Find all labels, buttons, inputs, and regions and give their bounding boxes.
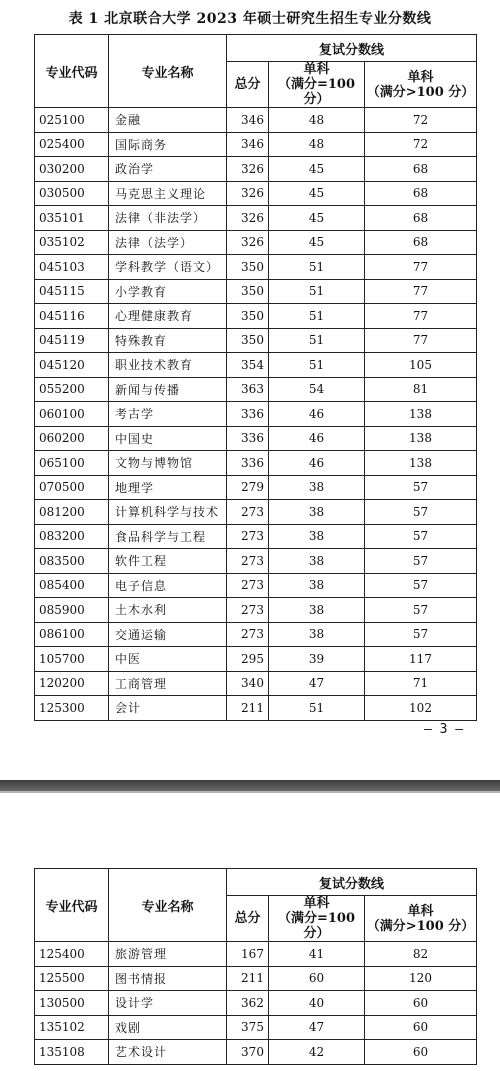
single-100-cell: 46 <box>269 426 365 451</box>
table-row <box>35 500 477 525</box>
code-cell: 025100 <box>35 108 109 133</box>
name-cell: 电子信息 <box>109 573 227 598</box>
code-cell: 030500 <box>35 181 109 206</box>
single-over-100-cell: 60 <box>365 1040 477 1065</box>
name-cell: 交通运输 <box>109 622 227 647</box>
table-row <box>35 181 477 206</box>
total-score-cell: 326 <box>227 206 269 231</box>
single-100-cell: 46 <box>269 451 365 476</box>
single-over-100-cell: 77 <box>365 279 477 304</box>
code-cell: 125400 <box>35 942 109 967</box>
total-score-cell: 273 <box>227 549 269 574</box>
single-over-100-cell: 117 <box>365 647 477 672</box>
code-cell: 045120 <box>35 353 109 378</box>
total-score-cell: 346 <box>227 108 269 133</box>
table-row <box>35 991 477 1016</box>
table-row <box>35 402 477 427</box>
name-cell: 艺术设计 <box>109 1040 227 1065</box>
single-over-100-cell: 77 <box>365 304 477 329</box>
name-cell: 金融 <box>109 108 227 133</box>
code-cell: 030200 <box>35 157 109 182</box>
name-cell: 工商管理 <box>109 671 227 696</box>
single-over-100-cell: 138 <box>365 402 477 427</box>
score-table-page1 <box>34 34 477 721</box>
code-cell: 025400 <box>35 132 109 157</box>
header-single-100: 单科 （满分=100 分） <box>269 896 365 942</box>
single-over-100-cell: 57 <box>365 549 477 574</box>
header-retest: 复试分数线 <box>227 35 477 62</box>
table-row <box>35 475 477 500</box>
total-score-cell: 326 <box>227 157 269 182</box>
code-cell: 035101 <box>35 206 109 231</box>
single-over-100-cell: 68 <box>365 206 477 231</box>
total-score-cell: 370 <box>227 1040 269 1065</box>
code-cell: 086100 <box>35 622 109 647</box>
name-cell: 食品科学与工程 <box>109 524 227 549</box>
name-cell: 国际商务 <box>109 132 227 157</box>
name-cell: 法律（非法学） <box>109 206 227 231</box>
table-row <box>35 328 477 353</box>
single-100-cell: 51 <box>269 353 365 378</box>
header-name: 专业名称 <box>109 869 227 942</box>
total-score-cell: 346 <box>227 132 269 157</box>
code-cell: 120200 <box>35 671 109 696</box>
header-total: 总分 <box>227 62 269 108</box>
table-row <box>35 966 477 991</box>
code-cell: 083500 <box>35 549 109 574</box>
single-over-100-cell: 57 <box>365 475 477 500</box>
total-score-cell: 295 <box>227 647 269 672</box>
header-code: 专业代码 <box>35 35 109 108</box>
name-cell: 法律（法学） <box>109 230 227 255</box>
table-row <box>35 353 477 378</box>
single-100-cell: 45 <box>269 181 365 206</box>
total-score-cell: 375 <box>227 1015 269 1040</box>
page-number: — 3 — <box>424 722 464 737</box>
single-100-cell: 38 <box>269 573 365 598</box>
name-cell: 马克思主义理论 <box>109 181 227 206</box>
single-100-cell: 38 <box>269 549 365 574</box>
code-cell: 130500 <box>35 991 109 1016</box>
code-cell: 045103 <box>35 255 109 280</box>
single-over-100-cell: 68 <box>365 230 477 255</box>
single-100-cell: 40 <box>269 991 365 1016</box>
single-100-cell: 60 <box>269 966 365 991</box>
single-over-100-cell: 57 <box>365 500 477 525</box>
single-100-cell: 39 <box>269 647 365 672</box>
header-single-100: 单科 （满分=100 分） <box>269 62 365 108</box>
single-100-cell: 47 <box>269 671 365 696</box>
total-score-cell: 336 <box>227 402 269 427</box>
total-score-cell: 363 <box>227 377 269 402</box>
name-cell: 中国史 <box>109 426 227 451</box>
single-over-100-cell: 68 <box>365 181 477 206</box>
code-cell: 045116 <box>35 304 109 329</box>
table-row <box>35 942 477 967</box>
total-score-cell: 336 <box>227 451 269 476</box>
table-row <box>35 524 477 549</box>
total-score-cell: 211 <box>227 696 269 721</box>
single-over-100-cell: 105 <box>365 353 477 378</box>
name-cell: 图书情报 <box>109 966 227 991</box>
table-row <box>35 426 477 451</box>
header-retest: 复试分数线 <box>227 869 477 896</box>
code-cell: 035102 <box>35 230 109 255</box>
single-over-100-cell: 68 <box>365 157 477 182</box>
single-100-cell: 48 <box>269 132 365 157</box>
total-score-cell: 279 <box>227 475 269 500</box>
single-100-cell: 38 <box>269 622 365 647</box>
table-row <box>35 622 477 647</box>
single-100-cell: 54 <box>269 377 365 402</box>
name-cell: 心理健康教育 <box>109 304 227 329</box>
header-total: 总分 <box>227 896 269 942</box>
total-score-cell: 326 <box>227 181 269 206</box>
table-row <box>35 696 477 721</box>
total-score-cell: 167 <box>227 942 269 967</box>
page-break-edge <box>0 791 500 793</box>
total-score-cell: 350 <box>227 255 269 280</box>
score-table-page2 <box>34 868 477 1065</box>
total-score-cell: 273 <box>227 622 269 647</box>
total-score-cell: 340 <box>227 671 269 696</box>
name-cell: 旅游管理 <box>109 942 227 967</box>
single-over-100-cell: 57 <box>365 524 477 549</box>
total-score-cell: 354 <box>227 353 269 378</box>
single-over-100-cell: 138 <box>365 451 477 476</box>
code-cell: 085400 <box>35 573 109 598</box>
single-over-100-cell: 57 <box>365 573 477 598</box>
header-single-over-100: 单科 （满分>100 分） <box>365 62 477 108</box>
single-100-cell: 41 <box>269 942 365 967</box>
name-cell: 设计学 <box>109 991 227 1016</box>
single-over-100-cell: 82 <box>365 942 477 967</box>
code-cell: 085900 <box>35 598 109 623</box>
single-over-100-cell: 60 <box>365 991 477 1016</box>
table-row <box>35 255 477 280</box>
total-score-cell: 273 <box>227 598 269 623</box>
single-over-100-cell: 77 <box>365 255 477 280</box>
single-100-cell: 47 <box>269 1015 365 1040</box>
table-row <box>35 671 477 696</box>
single-100-cell: 38 <box>269 475 365 500</box>
table-row <box>35 157 477 182</box>
header-single-over-100: 单科 （满分>100 分） <box>365 896 477 942</box>
table-row <box>35 451 477 476</box>
single-100-cell: 51 <box>269 255 365 280</box>
header-code: 专业代码 <box>35 869 109 942</box>
name-cell: 软件工程 <box>109 549 227 574</box>
total-score-cell: 336 <box>227 426 269 451</box>
total-score-cell: 273 <box>227 524 269 549</box>
name-cell: 戏剧 <box>109 1015 227 1040</box>
total-score-cell: 350 <box>227 304 269 329</box>
single-over-100-cell: 102 <box>365 696 477 721</box>
table-row <box>35 132 477 157</box>
single-100-cell: 42 <box>269 1040 365 1065</box>
single-over-100-cell: 60 <box>365 1015 477 1040</box>
single-100-cell: 46 <box>269 402 365 427</box>
header-name: 专业名称 <box>109 35 227 108</box>
code-cell: 083200 <box>35 524 109 549</box>
single-over-100-cell: 71 <box>365 671 477 696</box>
name-cell: 职业技术教育 <box>109 353 227 378</box>
name-cell: 考古学 <box>109 402 227 427</box>
name-cell: 小学教育 <box>109 279 227 304</box>
table-row <box>35 304 477 329</box>
total-score-cell: 273 <box>227 573 269 598</box>
page-break <box>0 780 500 791</box>
single-100-cell: 45 <box>269 206 365 231</box>
code-cell: 125500 <box>35 966 109 991</box>
code-cell: 060200 <box>35 426 109 451</box>
table-row <box>35 573 477 598</box>
code-cell: 065100 <box>35 451 109 476</box>
single-over-100-cell: 57 <box>365 622 477 647</box>
table-row <box>35 206 477 231</box>
name-cell: 特殊教育 <box>109 328 227 353</box>
total-score-cell: 350 <box>227 328 269 353</box>
table-row <box>35 647 477 672</box>
code-cell: 060100 <box>35 402 109 427</box>
name-cell: 新闻与传播 <box>109 377 227 402</box>
code-cell: 081200 <box>35 500 109 525</box>
code-cell: 125300 <box>35 696 109 721</box>
code-cell: 055200 <box>35 377 109 402</box>
code-cell: 135102 <box>35 1015 109 1040</box>
name-cell: 会计 <box>109 696 227 721</box>
single-100-cell: 48 <box>269 108 365 133</box>
name-cell: 中医 <box>109 647 227 672</box>
single-over-100-cell: 81 <box>365 377 477 402</box>
total-score-cell: 362 <box>227 991 269 1016</box>
name-cell: 文物与博物馆 <box>109 451 227 476</box>
table-title: 表 1 北京联合大学 2023 年硕士研究生招生专业分数线 <box>68 11 432 27</box>
code-cell: 045115 <box>35 279 109 304</box>
single-100-cell: 51 <box>269 279 365 304</box>
name-cell: 学科教学（语文） <box>109 255 227 280</box>
table-row <box>35 230 477 255</box>
table-row <box>35 598 477 623</box>
single-100-cell: 38 <box>269 598 365 623</box>
total-score-cell: 273 <box>227 500 269 525</box>
total-score-cell: 326 <box>227 230 269 255</box>
name-cell: 计算机科学与技术 <box>109 500 227 525</box>
table-row <box>35 279 477 304</box>
single-100-cell: 38 <box>269 524 365 549</box>
single-over-100-cell: 77 <box>365 328 477 353</box>
table-row <box>35 1040 477 1065</box>
name-cell: 政治学 <box>109 157 227 182</box>
code-cell: 045119 <box>35 328 109 353</box>
single-over-100-cell: 72 <box>365 132 477 157</box>
single-over-100-cell: 120 <box>365 966 477 991</box>
single-100-cell: 51 <box>269 696 365 721</box>
table-row <box>35 549 477 574</box>
single-100-cell: 45 <box>269 157 365 182</box>
single-100-cell: 38 <box>269 500 365 525</box>
code-cell: 105700 <box>35 647 109 672</box>
single-over-100-cell: 138 <box>365 426 477 451</box>
single-100-cell: 51 <box>269 328 365 353</box>
total-score-cell: 211 <box>227 966 269 991</box>
table-row <box>35 377 477 402</box>
code-cell: 070500 <box>35 475 109 500</box>
name-cell: 土木水利 <box>109 598 227 623</box>
single-100-cell: 51 <box>269 304 365 329</box>
single-over-100-cell: 57 <box>365 598 477 623</box>
single-100-cell: 45 <box>269 230 365 255</box>
code-cell: 135108 <box>35 1040 109 1065</box>
table-row <box>35 1015 477 1040</box>
name-cell: 地理学 <box>109 475 227 500</box>
single-over-100-cell: 72 <box>365 108 477 133</box>
total-score-cell: 350 <box>227 279 269 304</box>
table-row <box>35 108 477 133</box>
